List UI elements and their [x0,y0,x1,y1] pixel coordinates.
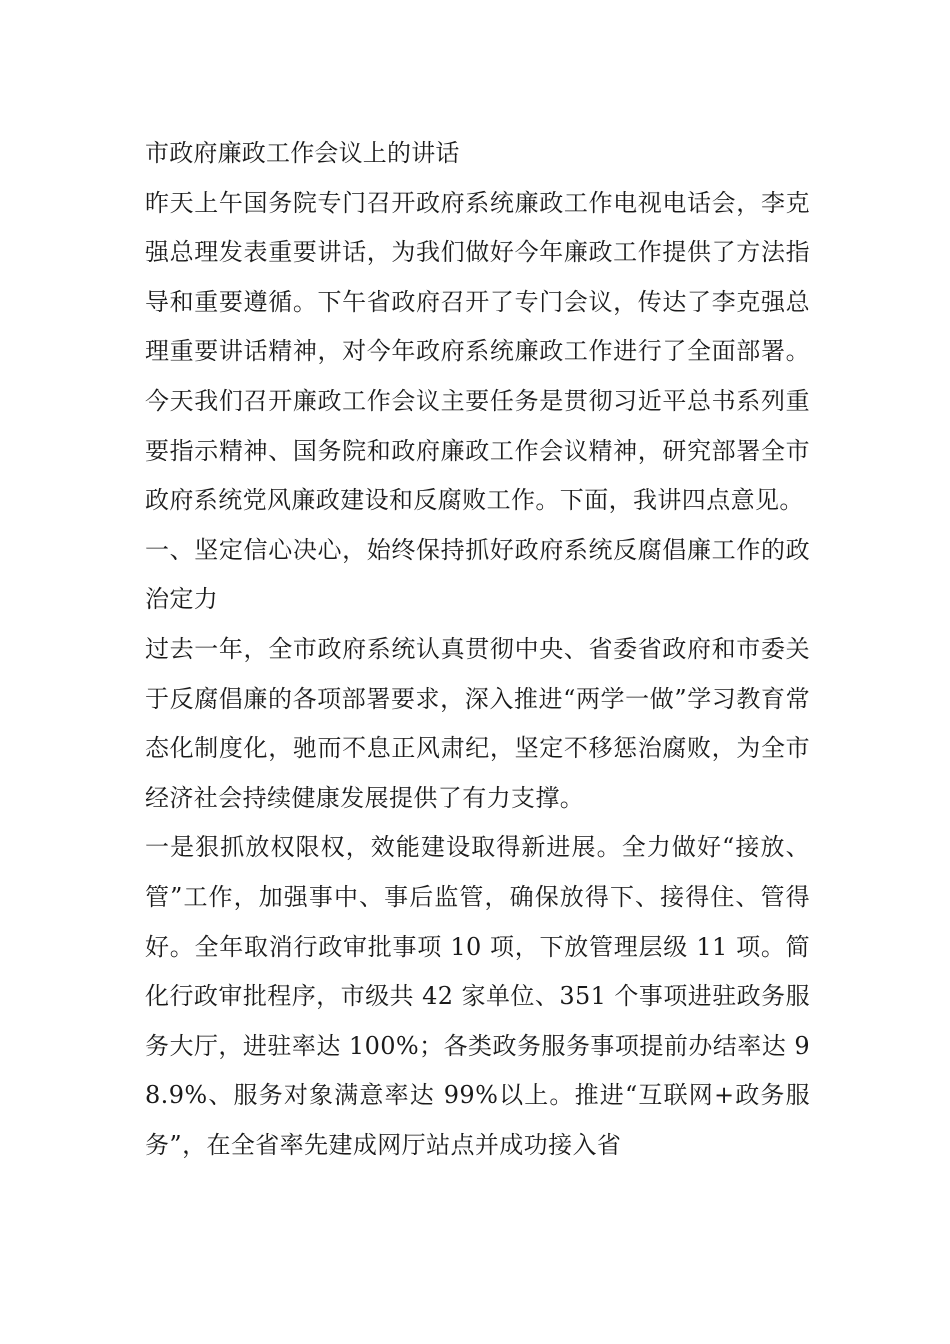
paragraph-intro: 昨天上午国务院专门召开政府系统廉政工作电视电话会，李克强总理发表重要讲话，为我们做好今年廉政工作提供了方法指导和重要遵循。下午省政府召开了专门会议，传达了李克强总理重要讲话精神，对今年政府系统廉政工作进行了全面部署。今天我们召开廉政工作会议主要任务是贯彻习近平总书系列重要指示精神、国务院和政府廉政工作会议精神，研究部署全市政府系统党风廉政建设和反腐败工作。下面，我讲四点意见。 [145,188,810,515]
document-title: 市政府廉政工作会议上的讲话 [145,139,460,167]
section-heading-1: 一、坚定信心决心，始终保持抓好政府系统反腐倡廉工作的政治定力 [145,535,810,614]
paragraph-point-1: 一是狠抓放权限权，效能建设取得新进展。全力做好“接放、管”工作，加强事中、事后监管，确保放得下、接得住、管得好。全年取消行政审批事项 10 项，下放管理层级 11 项。简化行政审批程序，市级共 42 家单位、351 个事项进驻政务服务大厅，进驻率达 100%；各类政务服务事项提前办结率达 98.9%、服务对象满意率达 99%以上。推进“互联网+政务服务”，在全省率先建成网厅站点并成功接入省 [145,833,810,1159]
document-body [145,129,810,1170]
paragraph-review: 过去一年，全市政府系统认真贯彻中央、省委省政府和市委关于反腐倡廉的各项部署要求，深入推进“两学一做”学习教育常态化制度化，驰而不息正风肃纪，坚定不移惩治腐败，为全市经济社会持续健康发展提供了有力支撑。 [145,634,810,812]
